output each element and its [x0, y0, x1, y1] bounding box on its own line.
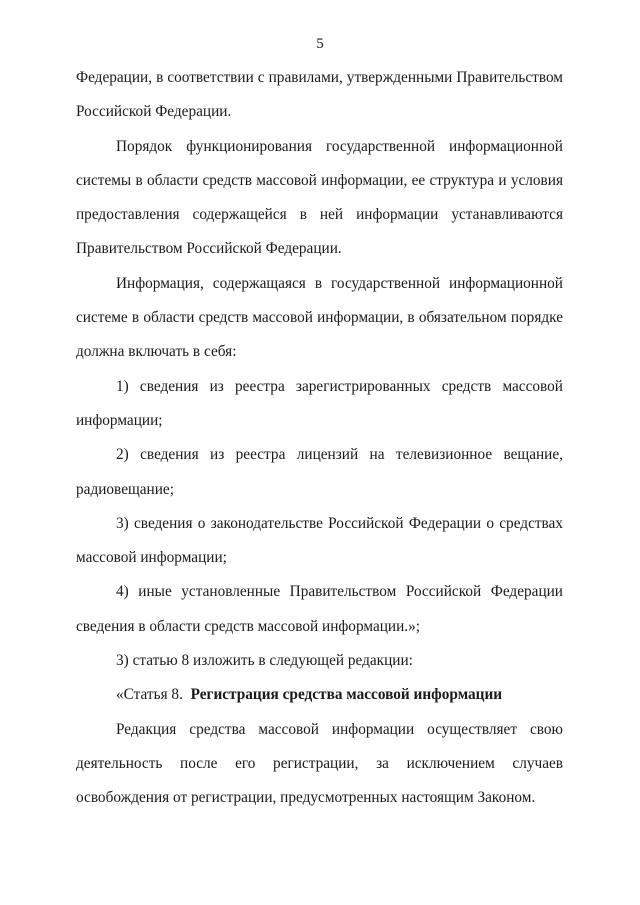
list-item-1: 1) сведения из реестра зарегистрированных средств массовой информации;: [76, 377, 563, 429]
amendment-instruction: 3) статью 8 изложить в следующей редакции:: [116, 652, 413, 670]
list-item-2: 2) сведения из реестра лицензий на телевизионное вещание, радиовещание;: [76, 446, 563, 498]
list-item-3: 3) сведения о законодательстве Российской Федерации о средствах массовой информации;: [76, 514, 563, 567]
page-number: 5: [316, 36, 324, 52]
paragraph-article-8: Редакция средства массовой информации осуществляет свою деятельность после его регистрации, за исключением случаев освобождения от регистрации, предусмотренных настоящим Законом.: [76, 720, 563, 807]
paragraph-system-contents: Информация, содержащаяся в государственной информационной системе в области средств массовой информации, в обязательном порядке должна включать в себя:: [76, 274, 563, 361]
article-heading: [76, 678, 563, 712]
list-item-4: 4) иные установленные Правительством Российской Федерации сведения в области средств массовой информации.»;: [76, 583, 563, 635]
paragraph-system-procedure: Порядок функционирования государственной информационной системы в области средств массовой информации, ее структура и условия предоставления содержащейся в ней информации устанавливаются Правительством Российской Федерации.: [76, 137, 563, 258]
document-body: [76, 61, 563, 816]
paragraph-continuation: Федерации, в соответствии с правилами, утвержденными Правительством Российской Федерации.: [76, 69, 563, 121]
article-title: Регистрация средства массовой информации: [190, 686, 503, 704]
article-prefix: «Статья 8.: [116, 686, 183, 704]
